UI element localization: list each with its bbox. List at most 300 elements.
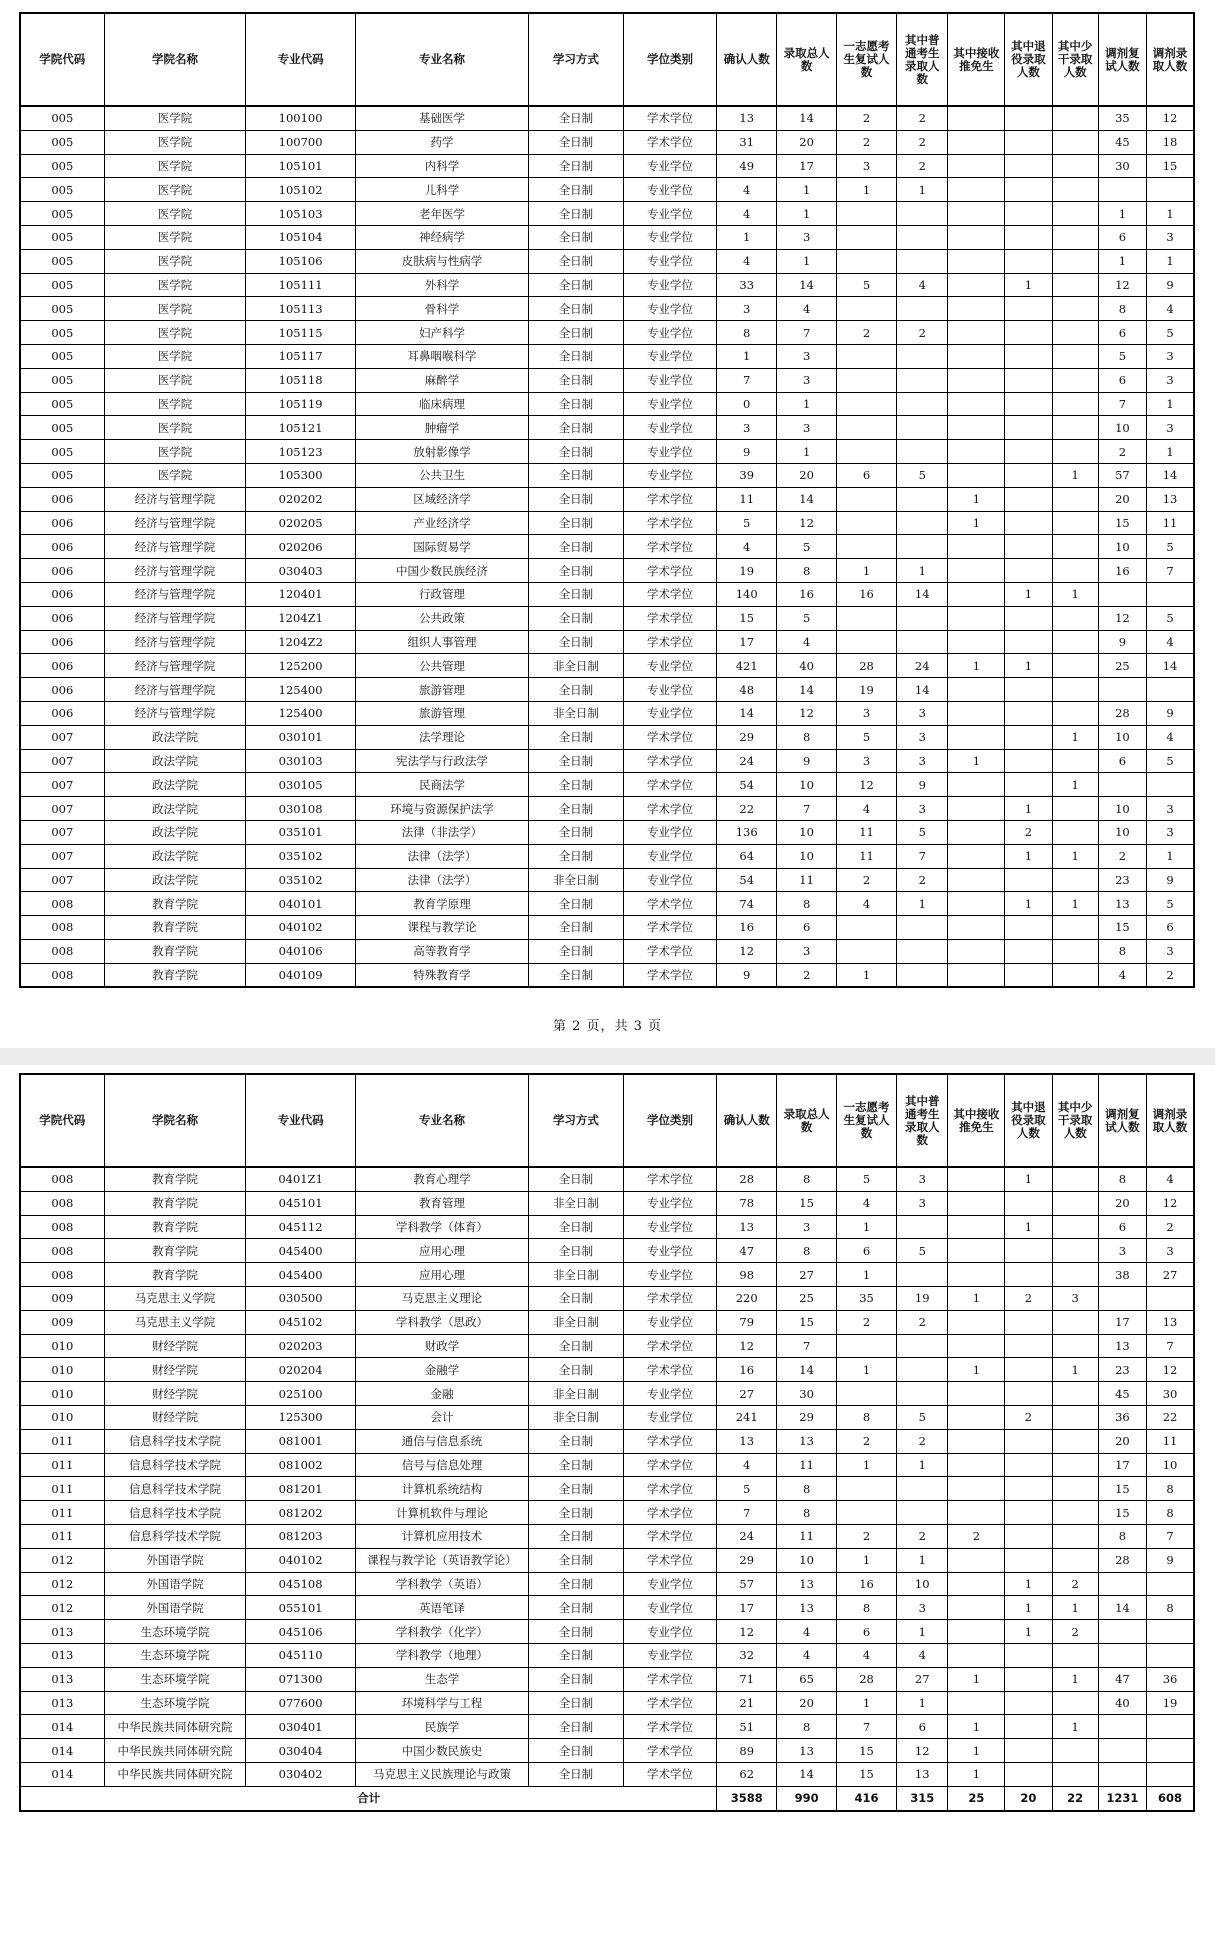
table-cell: 4 [717, 178, 777, 202]
table-cell [837, 606, 897, 630]
table-cell [1052, 511, 1098, 535]
table-cell: 非全日制 [529, 1263, 624, 1287]
table-cell: 54 [717, 868, 777, 892]
table-cell [948, 725, 1005, 749]
table-cell: 政法学院 [104, 820, 246, 844]
table-cell: 64 [717, 844, 777, 868]
table-cell: 全日制 [529, 511, 624, 535]
table-cell: 12 [896, 1739, 948, 1763]
table-row [20, 844, 1194, 868]
table-cell [1005, 1429, 1052, 1453]
total-label: 合计 [20, 1786, 717, 1810]
column-header: 专业代码 [246, 13, 355, 106]
table-cell: 13 [1098, 892, 1146, 916]
table-cell [948, 178, 1005, 202]
table-cell: 药学 [355, 130, 528, 154]
table-cell: 3 [1147, 1239, 1194, 1263]
table-cell: 经济与管理学院 [104, 630, 246, 654]
table-row [20, 1215, 1194, 1239]
table-cell: 2 [1147, 963, 1194, 987]
table-cell: 学术学位 [623, 1334, 717, 1358]
table-cell: 1 [1005, 1215, 1052, 1239]
table-cell: 045112 [246, 1215, 355, 1239]
table-cell: 8 [1147, 1596, 1194, 1620]
page-footer: 第 2 页，共 3 页 [552, 1019, 663, 1034]
table-cell [896, 535, 948, 559]
table-cell [1098, 1715, 1146, 1739]
table-cell: 宪法学与行政法学 [355, 749, 528, 773]
table-cell: 非全日制 [529, 1382, 624, 1406]
table-cell: 5 [717, 1477, 777, 1501]
table-cell: 计算机软件与理论 [355, 1501, 528, 1525]
column-header: 学习方式 [529, 13, 624, 106]
table-cell [837, 939, 897, 963]
table-cell: 学术学位 [623, 582, 717, 606]
table-cell: 12 [777, 701, 837, 725]
table-cell [1005, 1501, 1052, 1525]
table-cell: 专业学位 [623, 1596, 717, 1620]
table-cell: 009 [20, 1310, 104, 1334]
table-cell: 3 [837, 749, 897, 773]
table-cell: 22 [1147, 1405, 1194, 1429]
table-cell [1052, 1429, 1098, 1453]
table-cell [1005, 606, 1052, 630]
table-cell: 民族学 [355, 1715, 528, 1739]
table-cell: 15 [717, 606, 777, 630]
table-cell: 8 [777, 892, 837, 916]
table-cell: 030402 [246, 1762, 355, 1786]
table-cell: 1 [1005, 1620, 1052, 1644]
table-cell: 006 [20, 678, 104, 702]
table-cell: 1 [1052, 1715, 1098, 1739]
table-cell: 5 [896, 1239, 948, 1263]
table-cell: 政法学院 [104, 797, 246, 821]
table-cell [1005, 1691, 1052, 1715]
table-cell: 38 [1098, 1263, 1146, 1287]
table-cell: 5 [896, 463, 948, 487]
table-cell: 老年医学 [355, 202, 528, 226]
table-cell: 65 [777, 1667, 837, 1691]
table-cell: 10 [1098, 797, 1146, 821]
table-row [20, 273, 1194, 297]
table-cell [948, 559, 1005, 583]
table-cell: 4 [717, 202, 777, 226]
table-cell: 医学院 [104, 106, 246, 130]
table-cell: 7 [1147, 559, 1194, 583]
table-cell: 010 [20, 1405, 104, 1429]
table-cell: 3 [1147, 797, 1194, 821]
table-cell [948, 106, 1005, 130]
table-cell: 005 [20, 130, 104, 154]
table-cell: 全日制 [529, 344, 624, 368]
table-cell [837, 225, 897, 249]
table-cell: 2 [1005, 1286, 1052, 1310]
column-header: 专业名称 [355, 13, 528, 106]
table-cell: 2 [837, 1310, 897, 1334]
table-cell: 专业学位 [623, 154, 717, 178]
table-cell: 105101 [246, 154, 355, 178]
table-cell: 英语笔译 [355, 1596, 528, 1620]
table-cell: 39 [717, 463, 777, 487]
table-cell: 学术学位 [623, 797, 717, 821]
table-cell: 1 [948, 1667, 1005, 1691]
table-cell: 专业学位 [623, 1620, 717, 1644]
table-cell: 241 [717, 1405, 777, 1429]
table-cell: 专业学位 [623, 297, 717, 321]
table-cell: 27 [1147, 1263, 1194, 1287]
table-cell: 全日制 [529, 844, 624, 868]
table-cell: 54 [717, 773, 777, 797]
table-cell: 全日制 [529, 106, 624, 130]
table-cell [1052, 440, 1098, 464]
table-row [20, 440, 1194, 464]
table-cell [1147, 1762, 1194, 1786]
table-cell: 3 [1052, 1286, 1098, 1310]
table-cell: 6 [837, 1620, 897, 1644]
table-cell: 007 [20, 820, 104, 844]
table-cell: 中国少数民族史 [355, 1739, 528, 1763]
table-cell: 005 [20, 297, 104, 321]
table-cell: 教育学院 [104, 939, 246, 963]
table-cell [896, 440, 948, 464]
table-cell: 5 [1147, 321, 1194, 345]
table-cell: 财经学院 [104, 1382, 246, 1406]
table-cell: 005 [20, 178, 104, 202]
table-cell: 89 [717, 1739, 777, 1763]
table-cell [896, 368, 948, 392]
table-cell [948, 249, 1005, 273]
table-cell: 014 [20, 1715, 104, 1739]
table-cell [948, 368, 1005, 392]
table-cell: 放射影像学 [355, 440, 528, 464]
table-cell [1052, 487, 1098, 511]
table-cell: 24 [896, 654, 948, 678]
column-header: 调剂复试人数 [1098, 1074, 1146, 1167]
table-cell: 会计 [355, 1405, 528, 1429]
table-cell: 012 [20, 1596, 104, 1620]
table-cell [948, 1429, 1005, 1453]
table-cell: 11 [777, 1524, 837, 1548]
table-cell: 006 [20, 654, 104, 678]
table-cell [896, 1382, 948, 1406]
table-cell: 8 [1098, 297, 1146, 321]
table-cell [1005, 1739, 1052, 1763]
table-cell: 1 [1147, 249, 1194, 273]
table-cell [1052, 820, 1098, 844]
table-cell: 12 [837, 773, 897, 797]
table-cell: 105113 [246, 297, 355, 321]
table-cell: 007 [20, 773, 104, 797]
table-cell: 学科教学（英语） [355, 1572, 528, 1596]
table-cell [1005, 559, 1052, 583]
table-cell: 骨科学 [355, 297, 528, 321]
table-cell: 0401Z1 [246, 1167, 355, 1191]
table-cell [1147, 178, 1194, 202]
table-cell: 040109 [246, 963, 355, 987]
table-cell: 4 [837, 892, 897, 916]
table-cell: 医学院 [104, 249, 246, 273]
table-cell: 105106 [246, 249, 355, 273]
table-row [20, 344, 1194, 368]
table-cell: 7 [777, 1334, 837, 1358]
table-cell [896, 225, 948, 249]
table-cell: 1 [1052, 725, 1098, 749]
table-cell: 经济与管理学院 [104, 535, 246, 559]
table-cell [1052, 749, 1098, 773]
table-cell: 全日制 [529, 630, 624, 654]
table-cell: 100100 [246, 106, 355, 130]
table-cell: 17 [1098, 1453, 1146, 1477]
table-cell: 3 [1147, 344, 1194, 368]
table-cell: 全日制 [529, 1762, 624, 1786]
table-cell: 环境科学与工程 [355, 1691, 528, 1715]
table-cell: 8 [777, 725, 837, 749]
table-cell: 005 [20, 344, 104, 368]
table-cell: 1 [1005, 797, 1052, 821]
table-cell: 神经病学 [355, 225, 528, 249]
table-cell [1052, 1643, 1098, 1667]
table-cell [948, 1215, 1005, 1239]
table-cell: 全日制 [529, 1524, 624, 1548]
table-cell: 5 [896, 1405, 948, 1429]
table-row [20, 1596, 1194, 1620]
table-cell [1005, 344, 1052, 368]
table-cell: 11 [777, 868, 837, 892]
table-row [20, 511, 1194, 535]
column-header: 专业代码 [246, 1074, 355, 1167]
column-header: 其中退役录取人数 [1005, 1074, 1052, 1167]
table-cell: 非全日制 [529, 654, 624, 678]
table-cell: 5 [837, 725, 897, 749]
column-header: 一志愿考生复试人数 [837, 1074, 897, 1167]
table-cell: 教育学院 [104, 916, 246, 940]
table-cell: 高等教育学 [355, 939, 528, 963]
table-cell: 16 [837, 582, 897, 606]
table-cell [837, 297, 897, 321]
table-row [20, 1310, 1194, 1334]
table-cell: 15 [777, 1191, 837, 1215]
table-cell: 4 [896, 273, 948, 297]
table-cell: 11 [777, 1453, 837, 1477]
table-cell [837, 511, 897, 535]
table-row [20, 154, 1194, 178]
table-cell: 5 [1098, 344, 1146, 368]
table-cell: 47 [717, 1239, 777, 1263]
table-cell [837, 535, 897, 559]
table-cell: 专业学位 [623, 1215, 717, 1239]
table-cell: 006 [20, 511, 104, 535]
table-cell: 71 [717, 1667, 777, 1691]
table-cell: 013 [20, 1691, 104, 1715]
table-cell: 1 [1052, 892, 1098, 916]
table-cell: 全日制 [529, 297, 624, 321]
table-cell [896, 511, 948, 535]
table-cell: 15 [837, 1762, 897, 1786]
table-cell: 14 [1098, 1596, 1146, 1620]
table-cell: 1 [837, 963, 897, 987]
table-row [20, 939, 1194, 963]
table-cell: 14 [777, 678, 837, 702]
column-header: 录取总人数 [777, 1074, 837, 1167]
table-cell: 信息科学技术学院 [104, 1524, 246, 1548]
table-cell: 医学院 [104, 130, 246, 154]
table-cell: 全日制 [529, 725, 624, 749]
table-cell [948, 678, 1005, 702]
table-cell: 麻醉学 [355, 368, 528, 392]
table-cell [1052, 1239, 1098, 1263]
table-cell: 7 [1098, 392, 1146, 416]
table-cell [837, 630, 897, 654]
table-cell: 15 [1098, 1501, 1146, 1525]
table-cell [896, 1334, 948, 1358]
table-cell [948, 582, 1005, 606]
table-cell: 医学院 [104, 178, 246, 202]
table-cell: 财政学 [355, 1334, 528, 1358]
table-cell: 政法学院 [104, 773, 246, 797]
table-row [20, 1477, 1194, 1501]
table-cell: 78 [717, 1191, 777, 1215]
table-body [20, 106, 1194, 987]
table-cell: 3 [777, 344, 837, 368]
table-cell: 005 [20, 440, 104, 464]
table-cell: 外国语学院 [104, 1548, 246, 1572]
table-cell: 1 [948, 1286, 1005, 1310]
table-cell: 4 [1147, 630, 1194, 654]
table-cell: 006 [20, 487, 104, 511]
table-cell: 全日制 [529, 916, 624, 940]
table-cell: 12 [777, 511, 837, 535]
table-cell [1052, 1548, 1098, 1572]
table-cell: 007 [20, 725, 104, 749]
table-cell [948, 1477, 1005, 1501]
table-cell: 1 [837, 1215, 897, 1239]
table-cell: 19 [717, 559, 777, 583]
table-row [20, 725, 1194, 749]
table-cell: 005 [20, 368, 104, 392]
table-cell: 030403 [246, 559, 355, 583]
table-cell [1052, 1739, 1098, 1763]
table-cell: 3 [896, 749, 948, 773]
table-cell: 105123 [246, 440, 355, 464]
column-header: 一志愿考生复试人数 [837, 13, 897, 106]
table-cell: 005 [20, 392, 104, 416]
table-cell: 081201 [246, 1477, 355, 1501]
table-cell [1098, 1620, 1146, 1644]
table-cell: 生态环境学院 [104, 1667, 246, 1691]
table-cell: 2 [1052, 1572, 1098, 1596]
table-cell: 29 [777, 1405, 837, 1429]
table-cell: 专业学位 [623, 1310, 717, 1334]
table-cell [1005, 1358, 1052, 1382]
table-cell: 财经学院 [104, 1358, 246, 1382]
table-cell [1147, 582, 1194, 606]
table-cell: 12 [717, 1620, 777, 1644]
total-cell: 608 [1147, 1786, 1194, 1810]
table-cell: 105102 [246, 178, 355, 202]
table-cell: 13 [717, 106, 777, 130]
table-cell: 24 [717, 1524, 777, 1548]
table-cell: 3 [837, 701, 897, 725]
table-cell: 2 [948, 1524, 1005, 1548]
column-header: 其中接收推免生 [948, 1074, 1005, 1167]
table-cell [1005, 297, 1052, 321]
table-cell: 6 [896, 1715, 948, 1739]
table-cell: 30 [1098, 154, 1146, 178]
table-cell: 2 [1052, 1620, 1098, 1644]
table-cell: 7 [717, 1501, 777, 1525]
table-cell: 全日制 [529, 440, 624, 464]
table-cell: 5 [837, 1167, 897, 1191]
table-cell: 学术学位 [623, 1358, 717, 1382]
table-cell: 全日制 [529, 773, 624, 797]
table-cell: 全日制 [529, 1691, 624, 1715]
table-cell: 外科学 [355, 273, 528, 297]
table-cell [1098, 582, 1146, 606]
table-row [20, 106, 1194, 130]
table-cell: 1 [1052, 1358, 1098, 1382]
table-cell: 4 [717, 1453, 777, 1477]
table-cell: 2 [1147, 1215, 1194, 1239]
table-cell: 14 [777, 106, 837, 130]
table-cell: 17 [777, 154, 837, 178]
table-cell: 005 [20, 416, 104, 440]
table-cell: 9 [1147, 701, 1194, 725]
table-cell [948, 225, 1005, 249]
table-cell: 045106 [246, 1620, 355, 1644]
table-cell: 48 [717, 678, 777, 702]
table-cell: 14 [777, 487, 837, 511]
table-cell: 3 [896, 725, 948, 749]
table-cell: 12 [1098, 606, 1146, 630]
table-cell: 全日制 [529, 202, 624, 226]
table-cell: 008 [20, 1239, 104, 1263]
table-cell: 1 [717, 225, 777, 249]
table-row [20, 1191, 1194, 1215]
table-cell: 8 [777, 559, 837, 583]
table-cell: 008 [20, 939, 104, 963]
table-cell: 125400 [246, 678, 355, 702]
table-cell: 信息科学技术学院 [104, 1477, 246, 1501]
table-cell: 临床病理 [355, 392, 528, 416]
table-cell: 学术学位 [623, 1429, 717, 1453]
table-cell: 国际贸易学 [355, 535, 528, 559]
table-cell: 11 [1147, 1429, 1194, 1453]
table-cell: 专业学位 [623, 1263, 717, 1287]
table-cell: 计算机系统结构 [355, 1477, 528, 1501]
table-cell: 医学院 [104, 202, 246, 226]
table-cell [1052, 535, 1098, 559]
table-cell: 教育学原理 [355, 892, 528, 916]
admission-table-page-2 [19, 12, 1195, 988]
table-cell: 专业学位 [623, 654, 717, 678]
table-cell: 8 [777, 1167, 837, 1191]
table-cell [948, 1501, 1005, 1525]
table-cell: 儿科学 [355, 178, 528, 202]
table-cell [1005, 1310, 1052, 1334]
table-cell: 16 [717, 1358, 777, 1382]
table-cell: 4 [717, 535, 777, 559]
table-cell: 19 [1147, 1691, 1194, 1715]
table-cell: 27 [896, 1667, 948, 1691]
table-cell: 非全日制 [529, 1405, 624, 1429]
table-cell: 081203 [246, 1524, 355, 1548]
table-row [20, 1739, 1194, 1763]
table-cell: 4 [1147, 297, 1194, 321]
table-cell: 10 [1098, 820, 1146, 844]
table-cell [1005, 1548, 1052, 1572]
table-cell: 11 [837, 844, 897, 868]
table-cell: 教育学院 [104, 1191, 246, 1215]
